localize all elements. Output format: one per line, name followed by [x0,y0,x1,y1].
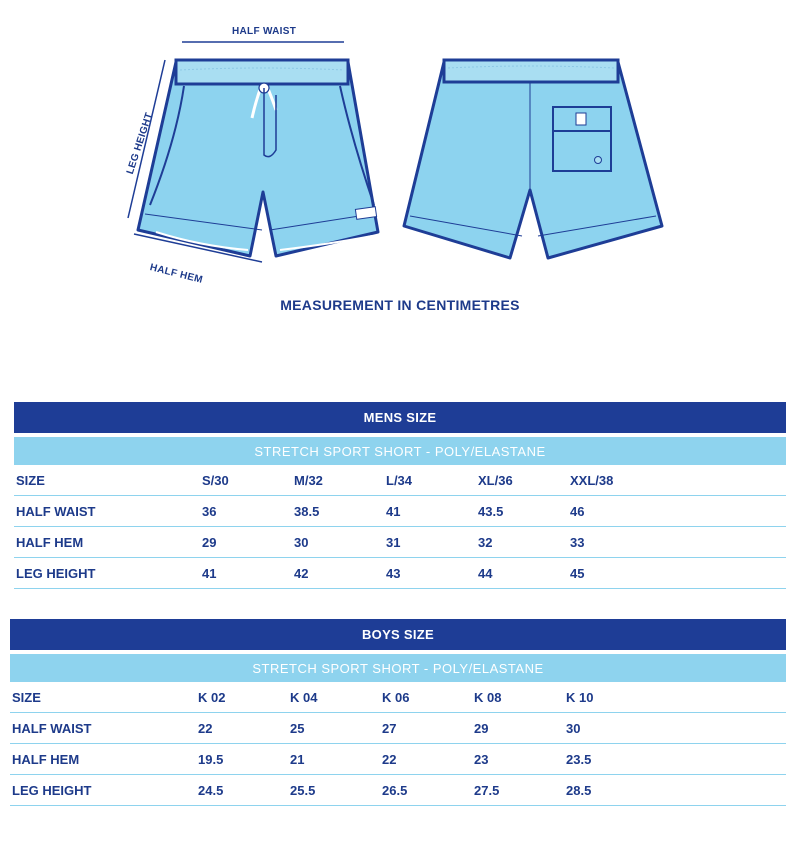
boys-size-table [10,619,786,806]
header-cell: K 10 [566,689,594,705]
measurement-caption: MEASUREMENT IN CENTIMETRES [280,297,520,313]
header-cell: SIZE [12,689,41,705]
table-cell: 23.5 [566,751,592,767]
leg-height-label: LEG HEIGHT [124,111,156,176]
table-cell: 25 [290,720,305,736]
table-cell: 36 [202,503,217,519]
header-cell: K 08 [474,689,502,705]
table-cell: 30 [566,720,581,736]
header-cell: L/34 [386,472,413,488]
table-cell: 27 [382,720,397,736]
header-cell: K 02 [198,689,226,705]
table-cell: 42 [294,565,309,581]
mens-subtitle-bar: STRETCH SPORT SHORT - POLY/ELASTANE [14,437,786,465]
back-shorts [404,60,662,258]
shorts-diagram [0,0,800,330]
front-shorts [138,60,378,256]
table-cell: 26.5 [382,782,408,798]
table-cell: 33 [570,534,585,550]
table-row [14,496,786,527]
boys-title-bar: BOYS SIZE [10,619,786,650]
row-label: LEG HEIGHT [12,782,92,798]
table-cell: 31 [386,534,401,550]
boys-subtitle-bar: STRETCH SPORT SHORT - POLY/ELASTANE [10,654,786,682]
table-cell: 27.5 [474,782,500,798]
header-cell: M/32 [294,472,323,488]
header-cell: SIZE [16,472,45,488]
half-hem-label: HALF HEM [148,262,204,286]
table-cell: 44 [478,565,493,581]
header-cell: K 04 [290,689,318,705]
table-cell: 28.5 [566,782,592,798]
table-cell: 25.5 [290,782,316,798]
table-cell: 45 [570,565,585,581]
table-cell: 29 [474,720,489,736]
table-row [14,527,786,558]
table-row [10,744,786,775]
table-cell: 41 [386,503,401,519]
row-label: HALF WAIST [16,503,96,519]
table-header-row [14,465,786,496]
table-row [10,775,786,806]
shorts-illustration [0,0,800,300]
table-row [14,558,786,589]
table-cell: 24.5 [198,782,224,798]
row-label: HALF WAIST [12,720,92,736]
half-waist-label: HALF WAIST [232,26,297,37]
header-cell: XXL/38 [570,472,614,488]
table-cell: 30 [294,534,309,550]
mens-title-bar: MENS SIZE [14,402,786,433]
table-cell: 41 [202,565,217,581]
row-label: HALF HEM [12,751,80,767]
table-cell: 23 [474,751,489,767]
header-cell: K 06 [382,689,410,705]
row-label: LEG HEIGHT [16,565,96,581]
table-cell: 22 [382,751,397,767]
table-cell: 43.5 [478,503,504,519]
mens-size-table [14,402,786,589]
table-header-row [10,682,786,713]
table-cell: 29 [202,534,217,550]
row-label: HALF HEM [16,534,84,550]
table-cell: 43 [386,565,401,581]
table-row [10,713,786,744]
header-cell: XL/36 [478,472,513,488]
header-cell: S/30 [202,472,229,488]
table-cell: 46 [570,503,585,519]
table-cell: 32 [478,534,493,550]
table-cell: 22 [198,720,213,736]
table-cell: 19.5 [198,751,224,767]
table-cell: 38.5 [294,503,320,519]
table-cell: 21 [290,751,305,767]
